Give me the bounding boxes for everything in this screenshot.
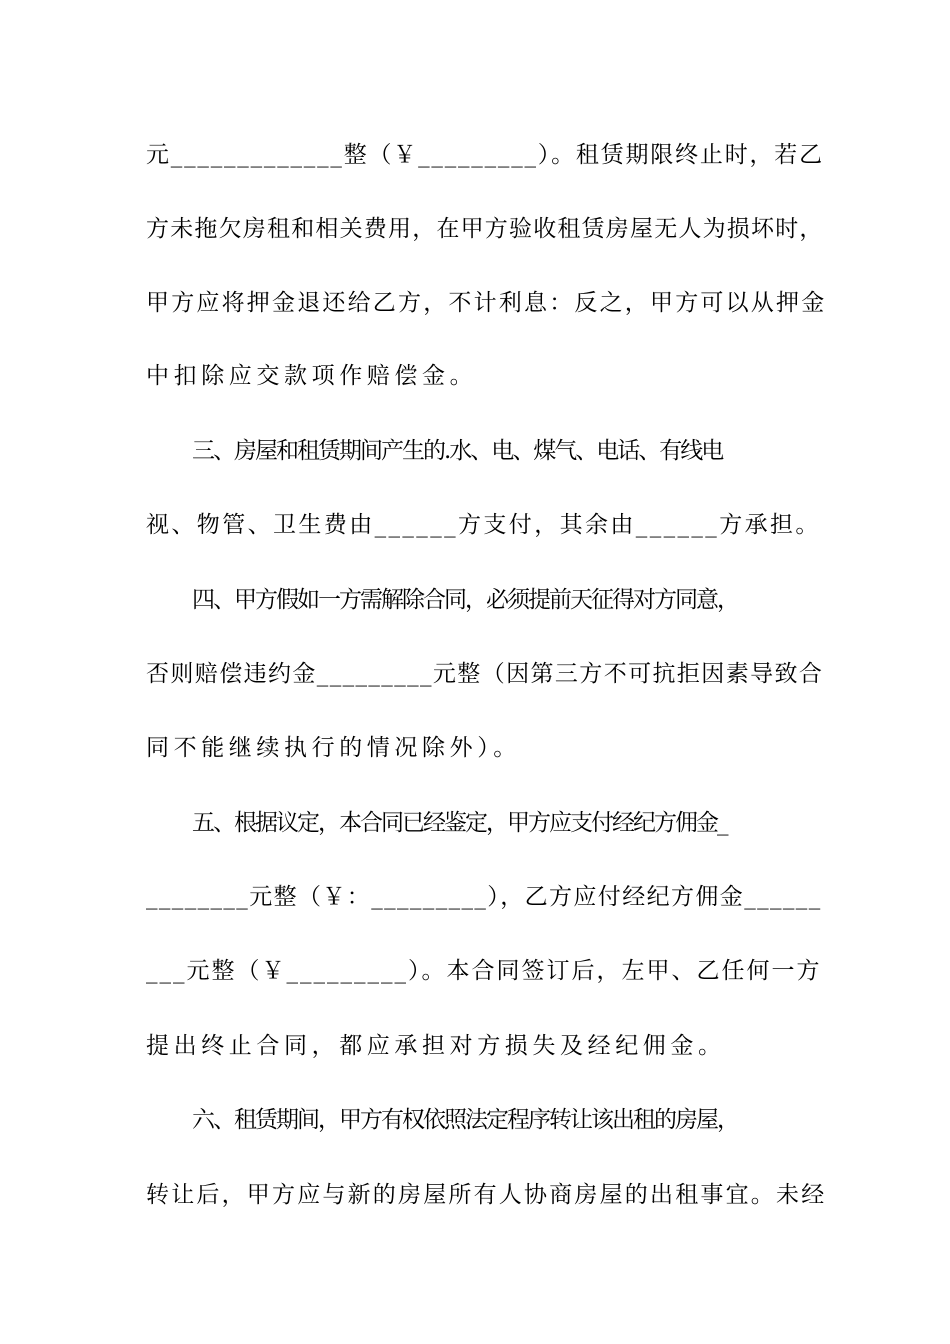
- text-line-12: ___元整（￥_________）。本合同签订后，左甲、乙任何一方: [146, 958, 822, 984]
- text-line-6: 视、物管、卫生费由______方支付，其余由______方承担。: [146, 512, 821, 538]
- text-line-9: 同不能继续执行的情况除外）。: [146, 735, 521, 761]
- text-line-5: 三、房屋和租赁期间产生的.水、电、煤气、电话、有线电: [192, 438, 723, 464]
- text-line-2: 方未拖欠房租和相关费用，在甲方验收租赁房屋无人为损坏时，: [146, 216, 824, 242]
- text-line-13: 提出终止合同，都应承担对方损失及经纪佣金。: [146, 1033, 726, 1059]
- text-line-15: 转让后，甲方应与新的房屋所有人协商房屋的出租事宜。未经: [146, 1182, 827, 1208]
- text-line-10: 五、根据议定，本合同已经鉴定，甲方应支付经纪方佣金_: [192, 810, 727, 836]
- text-line-1: 元_____________整（￥_________）。租赁期限终止时，若乙: [146, 142, 824, 168]
- text-line-11: ________元整（￥：_________），乙方应付经纪方佣金______: [146, 884, 822, 910]
- text-line-8: 否则赔偿违约金_________元整（因第三方不可抗拒因素导致合: [146, 661, 824, 687]
- text-line-7: 四、甲方假如一方需解除合同，必须提前天征得对方同意，: [192, 587, 738, 613]
- text-line-4: 中扣除应交款项作赔偿金。: [146, 363, 478, 389]
- text-line-3: 甲方应将押金退还给乙方，不计利息：反之，甲方可以从押金: [146, 290, 827, 316]
- text-line-14: 六、租赁期间，甲方有权依照法定程序转让该出租的房屋，: [192, 1107, 738, 1133]
